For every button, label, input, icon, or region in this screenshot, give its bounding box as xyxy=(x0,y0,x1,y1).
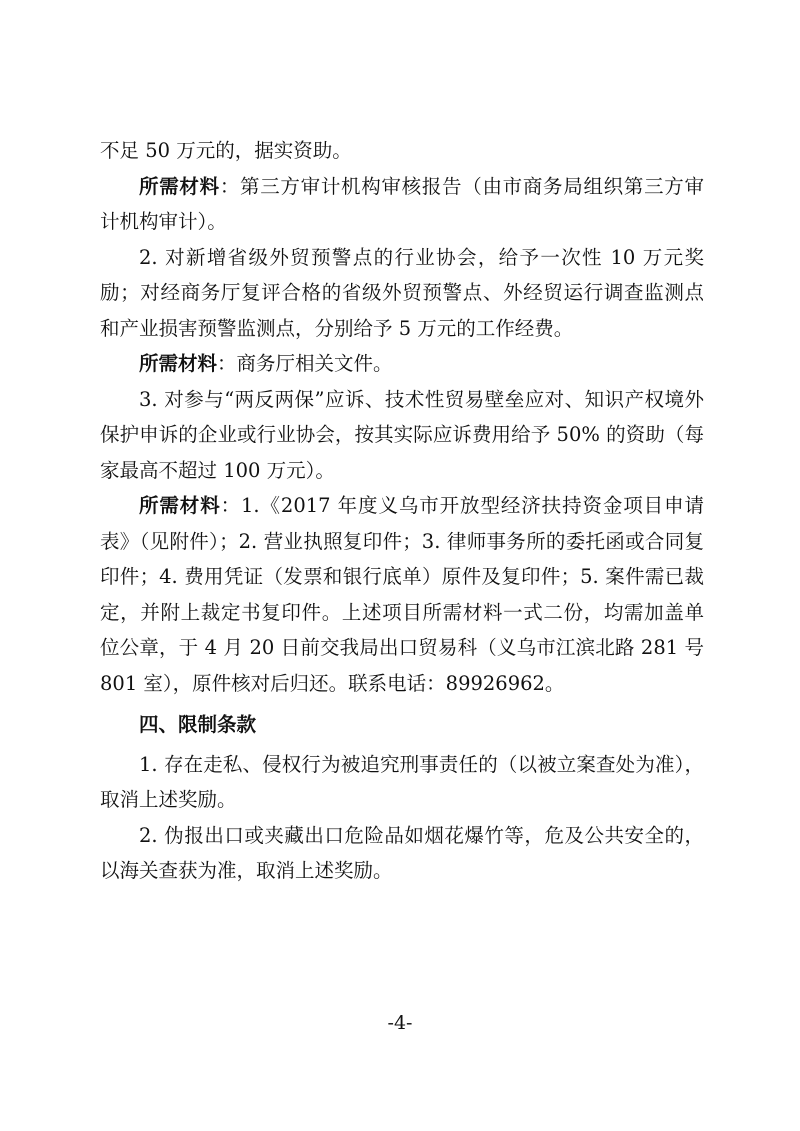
paragraph-subsidy-note: 不足 50 万元的，据实资助。 xyxy=(100,139,352,162)
paragraph-materials-audit xyxy=(100,169,704,240)
materials-text: ：商务厅相关文件。 xyxy=(217,352,393,375)
materials-text: ：1.《2017 年度义乌市开放型经济扶持资金项目申请表》（见附件）；2. 营业执照复印件；3. 律师事务所的委托函或合同复印件；4. 费用凭证（发票和银行底单）原件及复印件；5. 案件需已裁定，并附上裁定书复印件。上述项目所需材料一式二份，均需加盖单位公章，于 4 月 20 日前交我局出口贸易科（义乌市江滨北路 281 号 801 室），原件核对后归还。联系电话：89926962。 xyxy=(100,494,704,695)
materials-label: 所需材料 xyxy=(139,494,221,517)
document-body xyxy=(100,133,704,889)
paragraph-materials-commerce xyxy=(100,346,704,382)
paragraph-item-3: 3. 对参与“两反两保”应诉、技术性贸易壁垒应对、知识产权境外保护申诉的企业或行业协会，按其实际应诉费用给予 50% 的资助（每家最高不超过 100 万元）。 xyxy=(100,387,704,482)
paragraph-restriction-2: 2. 伪报出口或夹藏出口危险品如烟花爆竹等，危及公共安全的，以海关查获为准，取消上述奖励。 xyxy=(100,823,704,882)
materials-text: ：第三方审计机构审核报告（由市商务局组织第三方审计机构审计）。 xyxy=(100,174,704,233)
section-heading-restrictions: 四、限制条款 xyxy=(139,713,257,736)
materials-label: 所需材料 xyxy=(139,352,218,375)
paragraph-materials-application xyxy=(100,488,704,701)
paragraph-item-2: 2. 对新增省级外贸预警点的行业协会，给予一次性 10 万元奖励；对经商务厅复评合格的省级外贸预警点、外经贸运行调查监测点和产业损害预警监测点，分别给予 5 万元的工作经费。 xyxy=(100,245,704,340)
paragraph-restriction-1: 1. 存在走私、侵权行为被追究刑事责任的（以被立案查处为准），取消上述奖励。 xyxy=(100,752,704,811)
page-number: -4- xyxy=(387,1012,413,1034)
materials-label: 所需材料 xyxy=(139,174,220,198)
